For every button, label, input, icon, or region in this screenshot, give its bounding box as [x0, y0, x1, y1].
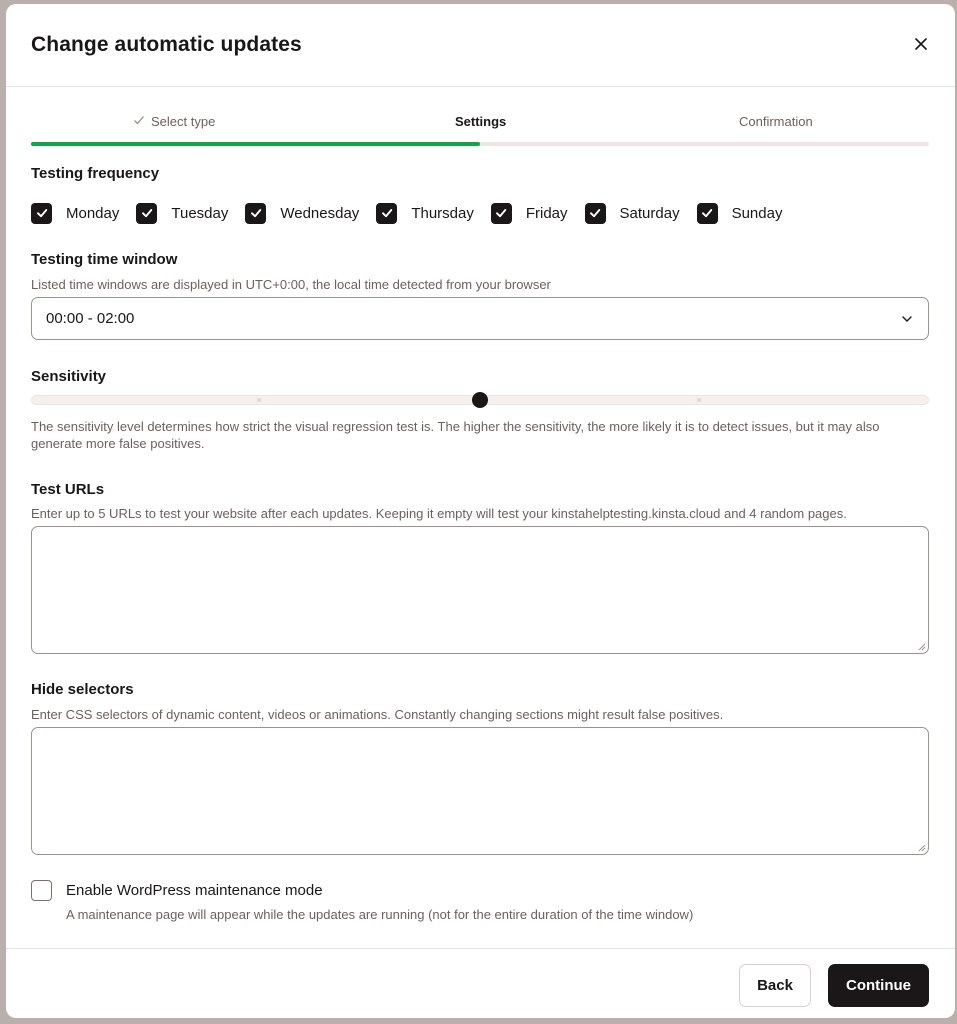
change-automatic-updates-modal — [6, 4, 955, 1018]
maintenance-mode-label: Enable WordPress maintenance mode — [66, 882, 323, 899]
step-select-type[interactable] — [133, 114, 215, 129]
time-window-select[interactable] — [31, 297, 929, 340]
checkbox-checked-icon[interactable] — [136, 203, 157, 224]
day-checkbox-sunday[interactable] — [697, 203, 783, 224]
back-button[interactable]: Back — [739, 964, 811, 1007]
day-label: Sunday — [731, 204, 783, 222]
day-label: Thursday — [411, 204, 474, 222]
sensitivity-title: Sensitivity — [31, 368, 107, 385]
checkbox-checked-icon[interactable] — [697, 203, 718, 224]
modal-footer — [6, 948, 955, 1018]
day-checkbox-monday[interactable] — [31, 203, 119, 224]
step-confirmation — [739, 114, 813, 129]
checkbox-checked-icon[interactable] — [31, 203, 52, 224]
day-label: Saturday — [619, 204, 680, 222]
close-icon — [915, 38, 927, 50]
slider-tick — [257, 398, 261, 402]
hide-selectors-help: Enter CSS selectors of dynamic content, videos or animations. Constantly changing sections might result false positives. — [31, 707, 724, 722]
checkbox-checked-icon[interactable] — [585, 203, 606, 224]
step-progress-fill — [31, 142, 480, 146]
step-label: Select type — [151, 114, 216, 129]
close-button[interactable] — [909, 32, 933, 56]
checkbox[interactable] — [31, 880, 52, 901]
check-icon — [133, 114, 145, 129]
day-checkbox-saturday[interactable] — [585, 203, 680, 224]
slider-tick — [697, 398, 701, 402]
day-checkbox-tuesday[interactable] — [136, 203, 228, 224]
day-checkbox-group — [31, 202, 799, 224]
step-label: Confirmation — [739, 114, 813, 129]
day-label: Tuesday — [171, 204, 229, 222]
chevron-down-icon — [900, 312, 914, 326]
continue-button[interactable]: Continue — [828, 964, 929, 1007]
day-label: Friday — [525, 204, 568, 222]
day-checkbox-thursday[interactable] — [376, 203, 474, 224]
maintenance-mode-help: A maintenance page will appear while the updates are running (not for the entire duration of the time window) — [66, 907, 694, 922]
hide-selectors-textarea[interactable] — [31, 727, 929, 855]
resize-grip-icon[interactable] — [918, 643, 926, 651]
day-checkbox-friday[interactable] — [491, 203, 568, 224]
day-checkbox-wednesday[interactable] — [245, 203, 359, 224]
modal-title: Change automatic updates — [31, 33, 302, 56]
modal-header — [6, 4, 955, 87]
slider-thumb[interactable] — [472, 392, 488, 408]
step-progress-bar — [31, 142, 929, 146]
checkbox-checked-icon[interactable] — [245, 203, 266, 224]
testing-time-window-title: Testing time window — [31, 251, 178, 268]
day-label: Monday — [66, 204, 120, 222]
maintenance-mode-checkbox[interactable] — [31, 880, 323, 901]
test-urls-help: Enter up to 5 URLs to test your website after each updates. Keeping it empty will test your kinstahelptesting.kinsta.cloud and 4 random pages. — [31, 506, 847, 521]
stepper — [31, 114, 929, 152]
step-label: Settings — [455, 114, 507, 129]
day-label: Wednesday — [280, 204, 360, 222]
test-urls-textarea[interactable] — [31, 526, 929, 654]
time-window-help: Listed time windows are displayed in UTC+0:00, the local time detected from your browser — [31, 277, 551, 292]
testing-frequency-title: Testing frequency — [31, 165, 160, 182]
hide-selectors-title: Hide selectors — [31, 681, 134, 698]
sensitivity-slider[interactable] — [31, 395, 929, 405]
time-window-value: 00:00 - 02:00 — [46, 310, 135, 327]
step-settings — [455, 114, 506, 129]
checkbox-checked-icon[interactable] — [376, 203, 397, 224]
test-urls-title: Test URLs — [31, 481, 105, 498]
checkbox-checked-icon[interactable] — [491, 203, 512, 224]
resize-grip-icon[interactable] — [918, 844, 926, 852]
sensitivity-help: The sensitivity level determines how strict the visual regression test is. The higher the sensitivity, the more likely it is to detect issues, but it may also generate more false positives. — [31, 419, 880, 451]
